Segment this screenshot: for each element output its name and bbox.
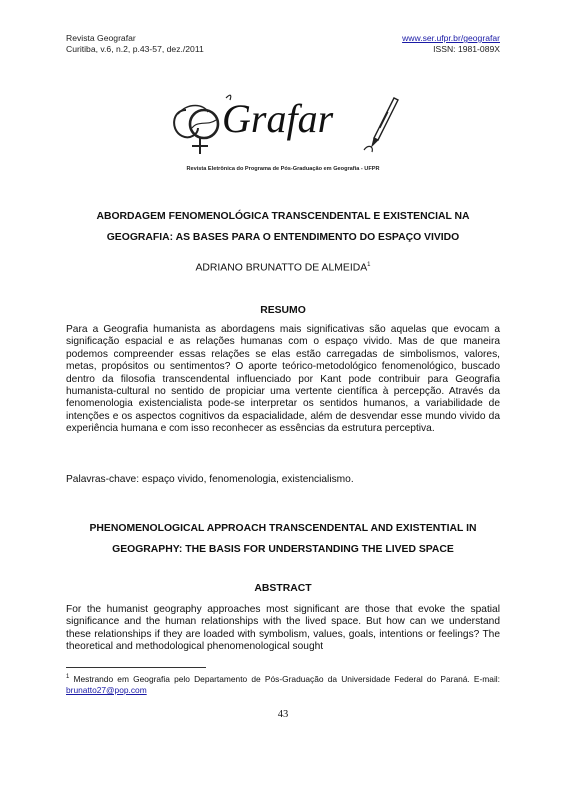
- author-footnote-mark: 1: [367, 262, 371, 268]
- journal-url-link[interactable]: www.ser.ufpr.br/geografar: [402, 33, 500, 43]
- journal-issn: ISSN: 1981-089X: [433, 44, 500, 54]
- journal-citation: Curitiba, v.6, n.2, p.43-57, dez./2011: [66, 44, 204, 54]
- journal-header-right: [402, 33, 500, 55]
- keywords: Palavras-chave: espaço vivido, fenomenologia, existencialismo.: [66, 474, 354, 485]
- resumo-paragraph: Para a Geografia humanista as abordagens mais significativas são aquelas que evocam a significação espacial e as relações humanas com o espaço vivido. Mas de que maneira podemos compreender essas relações se elas estão carregadas de simbolismos, valores, metas, propósitos ou sentimentos? O aporte teórico-metodológico fenomenológico, buscado dentro da filosofia transcendental influenciado por Kant pode contribuir para Geografia humanista-cultural no sentido de propiciar uma vertente científica à percepção. Através da fenomenologia existencialista pode-se interpretar os sentidos humanos, a variabilidade de intenções e os aspectos cognitivos da espacialidade, além de desvendar esse mundo vivido da experiência humana e com isso reconhecer as essências da estrutura perceptiva.: [66, 324, 500, 435]
- article-title-en: [66, 518, 500, 560]
- author-line: [0, 262, 566, 273]
- footnote-mark: 1: [66, 674, 70, 680]
- abstract-paragraph: For the humanist geography approaches most significant are those that evoke the spatial significance and the human relationships with the lived space. But how can we understand these relationships if they are loaded with symbolism, values, goals, intentions or feelings? The theoretical and methodological phenomenological sought: [66, 604, 500, 653]
- title-en-line1: PHENOMENOLOGICAL APPROACH TRANSCENDENTAL AND EXISTENTIAL IN: [89, 523, 477, 534]
- footnote: [66, 672, 500, 696]
- logo-wordmark: Grafar: [222, 96, 334, 141]
- author-name: ADRIANO BRUNATTO DE ALMEIDA: [195, 262, 368, 274]
- footnote-email-link[interactable]: brunatto27@pop.com: [66, 685, 147, 695]
- article-title-pt: [66, 206, 500, 248]
- journal-name: Revista Geografar: [66, 33, 136, 43]
- title-en-line2: GEOGRAPHY: THE BASIS FOR UNDERSTANDING THE LIVED SPACE: [112, 544, 454, 555]
- footnote-divider: [66, 667, 206, 668]
- logo-subtitle: Revista Eletrônica do Programa de Pós-Graduação em Geografia - UFPR: [186, 166, 380, 172]
- abstract-heading: ABSTRACT: [254, 583, 312, 594]
- footnote-text: Mestrando em Geografia pelo Departamento de Pós-Graduação da Universidade Federal do Paraná. E-mail:: [69, 673, 500, 684]
- title-pt-line2: GEOGRAFIA: AS BASES PARA O ENTENDIMENTO DO ESPAÇO VIVIDO: [106, 232, 460, 243]
- journal-header-left: [66, 33, 204, 55]
- geografar-logo: [168, 92, 400, 164]
- title-pt-line1: ABORDAGEM FENOMENOLÓGICA TRANSCENDENTAL E EXISTENCIAL NA: [96, 211, 470, 222]
- page-number: 43: [277, 709, 289, 720]
- resumo-heading: RESUMO: [260, 305, 306, 316]
